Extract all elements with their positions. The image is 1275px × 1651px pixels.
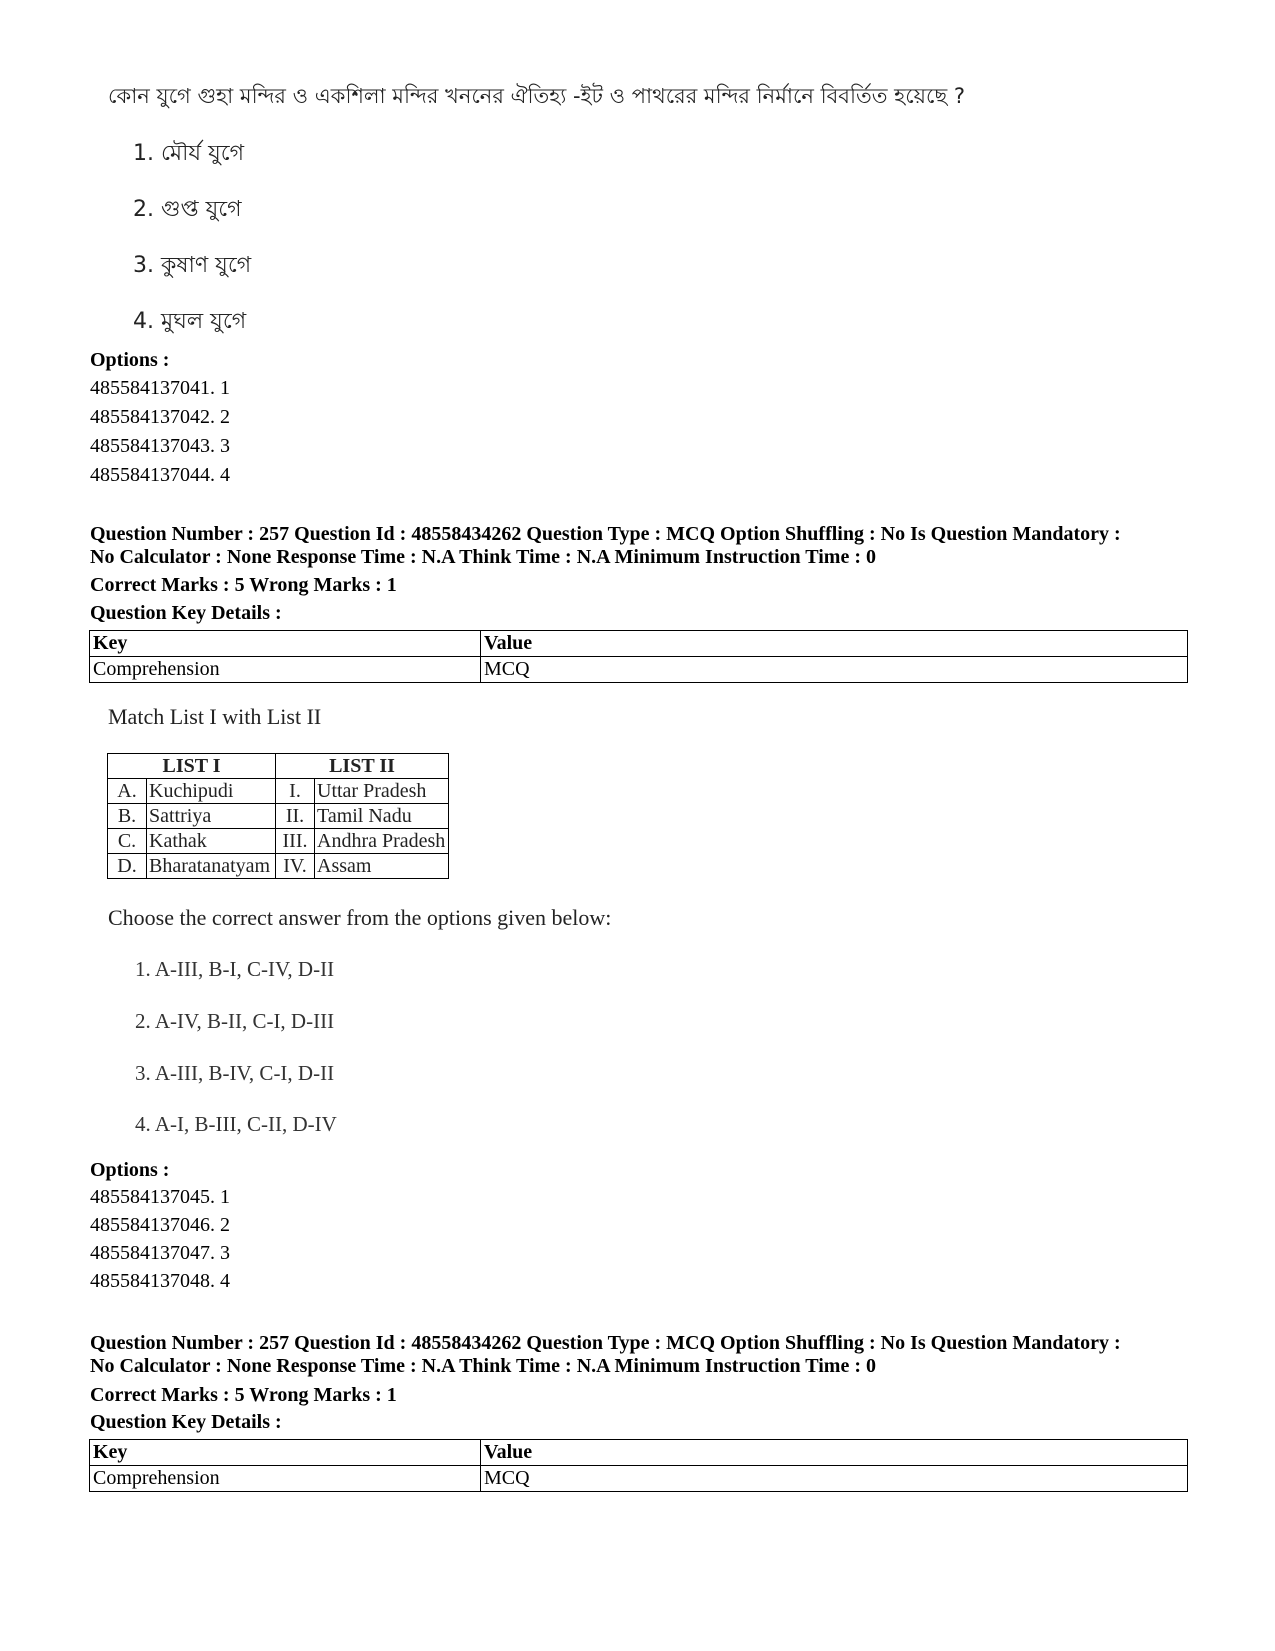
table-row [108, 804, 449, 829]
list-ii-item: Andhra Pradesh [315, 829, 449, 854]
option-id: 485584137044. 4 [90, 464, 230, 486]
table-row [90, 1466, 1188, 1492]
table-row [108, 829, 449, 854]
question-meta-line-1: Question Number : 257 Question Id : 48558434262 Question Type : MCQ Option Shuffling : No Is Question Mandatory : [90, 523, 1121, 545]
option-id: 485584137048. 4 [90, 1270, 230, 1292]
choice-2: 2. A-IV, B-II, C-I, D-III [135, 1009, 335, 1033]
list-ii-numeral: III. [276, 829, 315, 854]
table-row [90, 631, 1188, 657]
options-list [90, 1183, 230, 1295]
option-id: 485584137045. 1 [90, 1186, 230, 1208]
choice-1: 1. মৌর্য যুগে [133, 141, 245, 166]
list-i-item: Sattriya [147, 804, 276, 829]
list-i-item: Bharatanatyam [147, 854, 276, 879]
list-ii-numeral: IV. [276, 854, 315, 879]
option-id: 485584137047. 3 [90, 1242, 230, 1264]
list-i-letter: B. [108, 804, 147, 829]
key-header: Key [90, 631, 481, 657]
question-meta-line-2: No Calculator : None Response Time : N.A Think Time : N.A Minimum Instruction Time : 0 [90, 1355, 876, 1377]
choice-1: 1. A-III, B-I, C-IV, D-II [135, 957, 335, 981]
list-ii-header: LIST II [276, 754, 449, 779]
list-i-letter: A. [108, 779, 147, 804]
option-id: 485584137042. 2 [90, 406, 230, 428]
list-i-item: Kuchipudi [147, 779, 276, 804]
key-details-table [89, 1439, 1188, 1492]
options-label: Options : [90, 349, 170, 371]
value-header: Value [481, 1440, 1188, 1466]
question-instruction: Choose the correct answer from the options given below: [108, 905, 612, 930]
option-id: 485584137041. 1 [90, 377, 230, 399]
match-list-table [107, 753, 449, 879]
choice-2: 2. গুপ্ত যুগে [133, 197, 242, 222]
question-meta-line-1: Question Number : 257 Question Id : 48558434262 Question Type : MCQ Option Shuffling : No Is Question Mandatory : [90, 1332, 1121, 1354]
list-i-letter: D. [108, 854, 147, 879]
key-details-label: Question Key Details : [90, 602, 282, 624]
list-i-item: Kathak [147, 829, 276, 854]
choice-4: 4. মুঘল যুগে [133, 309, 247, 334]
question-meta [90, 523, 1200, 569]
list-ii-item: Uttar Pradesh [315, 779, 449, 804]
marks-line: Correct Marks : 5 Wrong Marks : 1 [90, 1384, 397, 1406]
options-label: Options : [90, 1159, 170, 1181]
key-details-table [89, 630, 1188, 683]
choice-3: 3. A-III, B-IV, C-I, D-II [135, 1061, 335, 1085]
value-cell: MCQ [481, 1466, 1188, 1492]
table-row [108, 854, 449, 879]
key-details-label: Question Key Details : [90, 1411, 282, 1433]
list-ii-numeral: II. [276, 804, 315, 829]
key-cell: Comprehension [90, 1466, 481, 1492]
choice-4: 4. A-I, B-III, C-II, D-IV [135, 1112, 337, 1136]
table-row [90, 657, 1188, 683]
list-ii-numeral: I. [276, 779, 315, 804]
value-cell: MCQ [481, 657, 1188, 683]
table-row [108, 779, 449, 804]
question-text: কোন যুগে গুহা মন্দির ও একশিলা মন্দির খননের ঐতিহ্য -ইট ও পাথরের মন্দির নির্মানে বিবর্তিত হয়েছে ? [108, 84, 966, 108]
marks-line: Correct Marks : 5 Wrong Marks : 1 [90, 574, 397, 596]
list-i-header: LIST I [108, 754, 276, 779]
key-cell: Comprehension [90, 657, 481, 683]
key-header: Key [90, 1440, 481, 1466]
list-i-letter: C. [108, 829, 147, 854]
options-list [90, 374, 230, 490]
list-ii-item: Assam [315, 854, 449, 879]
choice-3: 3. কুষাণ যুগে [133, 253, 252, 278]
list-ii-item: Tamil Nadu [315, 804, 449, 829]
option-id: 485584137043. 3 [90, 435, 230, 457]
question-stem: Match List I with List II [108, 704, 322, 729]
table-row [108, 754, 449, 779]
value-header: Value [481, 631, 1188, 657]
question-meta-line-2: No Calculator : None Response Time : N.A Think Time : N.A Minimum Instruction Time : 0 [90, 546, 876, 568]
option-id: 485584137046. 2 [90, 1214, 230, 1236]
table-row [90, 1440, 1188, 1466]
question-meta [90, 1332, 1200, 1378]
